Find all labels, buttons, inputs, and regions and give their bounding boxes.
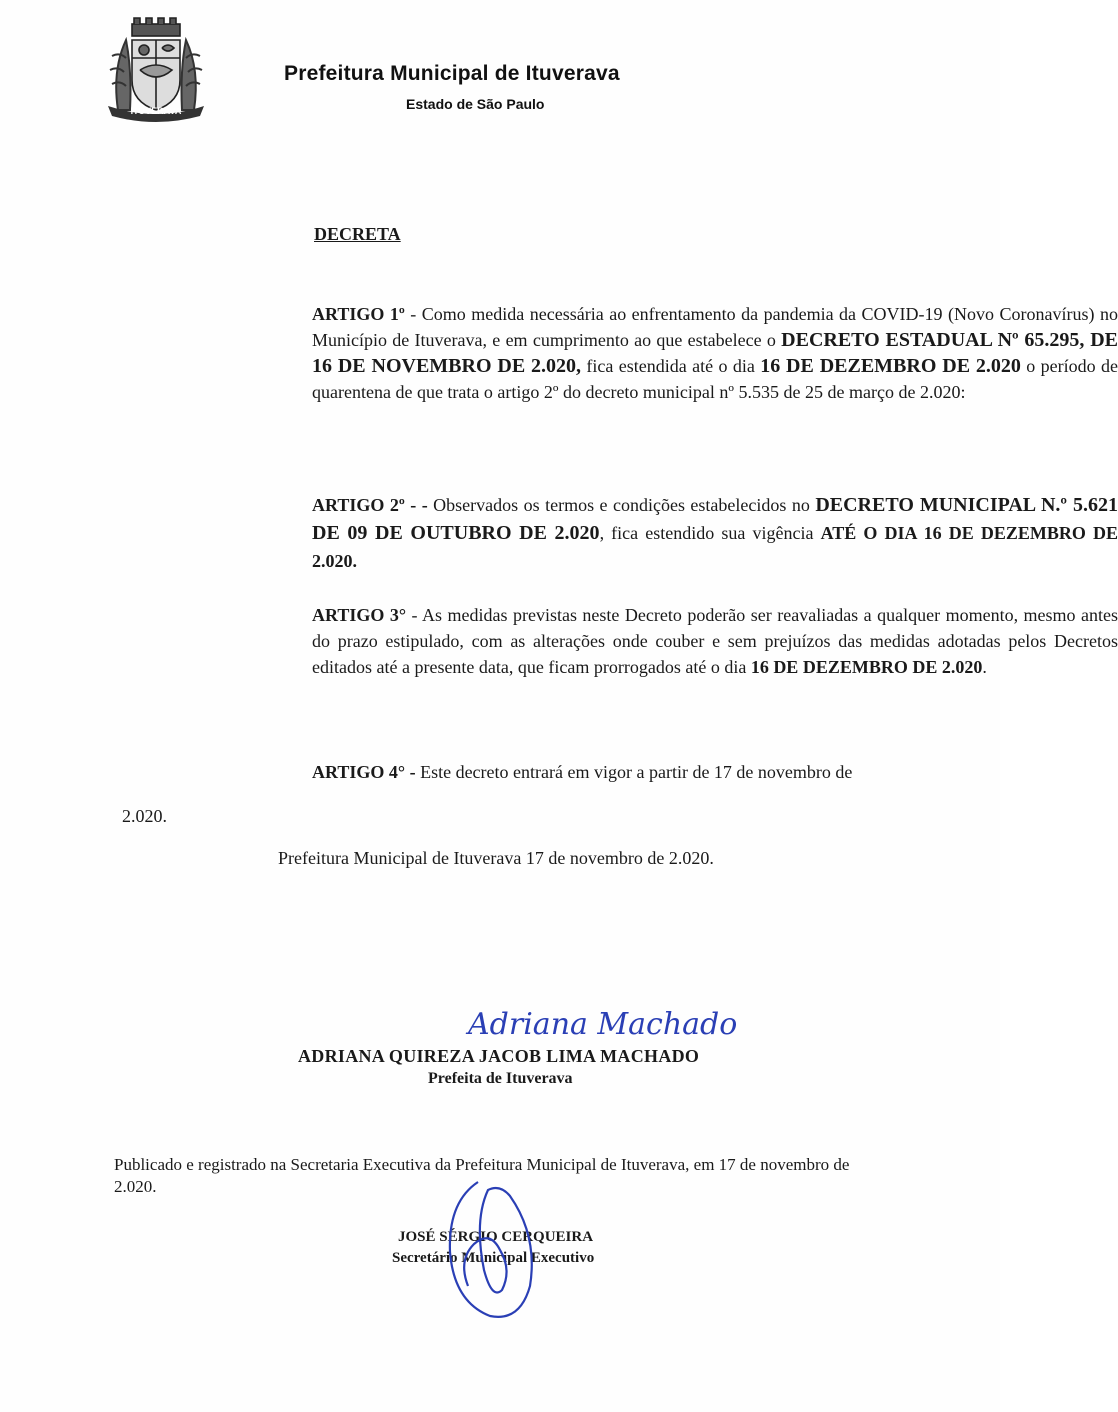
signature-1-icon	[464, 1000, 738, 1050]
signatory-2-name: JOSÉ SÉRGIO CERQUEIRA	[398, 1229, 594, 1245]
artigo-2	[122, 491, 1118, 575]
date-line: Prefeitura Municipal de Ituverava 17 de novembro de 2.020.	[278, 848, 714, 868]
decreta-heading: DECRETA	[314, 224, 401, 244]
artigo-1	[122, 301, 1118, 405]
artigo-2-text-2: , fica estendido sua vigência	[599, 523, 821, 543]
signature-1-text: Adriana Machado	[468, 1007, 738, 1042]
header-subtitle: Estado de São Paulo	[406, 96, 545, 112]
artigo-2-label: ARTIGO 2º - -	[312, 495, 428, 515]
artigo-4	[122, 759, 928, 829]
header-title: Prefeitura Municipal de Ituverava	[284, 62, 620, 85]
artigo-4-label: ARTIGO 4° -	[312, 762, 416, 782]
artigo-1-label: ARTIGO 1º	[312, 304, 405, 324]
artigo-3-label: ARTIGO 3°	[312, 605, 407, 625]
artigo-1-bold-1: DECRETO ESTADUAL Nº 65.295, DE 16 DE NOVEMBRO DE 2.020,	[312, 329, 1118, 377]
artigo-1-text-2: fica estendida até o dia	[581, 356, 761, 376]
artigo-1-text-3: o período de quarentena de que trata o artigo 2º do decreto municipal nº 5.535 de 25 de março de 2.020:	[312, 356, 1118, 402]
artigo-2-text-1: Observados os termos e condições estabelecidos no	[427, 495, 816, 515]
artigo-2-bold-2: ATÉ O DIA 16 DE DEZEMBRO DE 2.020.	[312, 523, 1118, 571]
artigo-1-text-1: - Como medida necessária ao enfrentamento da pandemia da COVID-19 (Novo Coronavírus) no Município de Ituverava, e em cumprimento ao que estabelece o	[312, 304, 1118, 350]
artigo-3-text-1: - As medidas previstas neste Decreto poderão ser reavaliadas a qualquer momento, mesmo antes do prazo estipulado, com as alterações onde couber e sem prejuízos das medidas adotadas pelos Decretos editados até a presente data, que ficam prorrogados até o dia	[312, 605, 1118, 677]
municipal-crest-icon	[100, 14, 212, 126]
signatory-1-name: ADRIANA QUIREZA JACOB LIMA MACHADO	[298, 1046, 700, 1066]
artigo-4-text-2: 2.020.	[122, 806, 167, 826]
signatory-2-role: Secretário Municipal Executivo	[392, 1250, 595, 1266]
artigo-1-bold-2: 16 DE DEZEMBRO DE 2.020	[760, 355, 1021, 377]
artigo-4-text-1: Este decreto entrará em vigor a partir de 17 de novembro de	[415, 762, 853, 782]
crest-label: ITUVERAVA	[130, 106, 182, 116]
signature-2-icon	[438, 1172, 558, 1322]
artigo-3-text-2: .	[982, 657, 987, 677]
signatory-1-role: Prefeita de Ituverava	[428, 1070, 573, 1087]
artigo-3	[122, 602, 1118, 680]
artigo-2-bold-1: DECRETO MUNICIPAL N.º 5.621 DE 09 DE OUTUBRO DE 2.020	[312, 494, 1118, 544]
artigo-3-bold-1: 16 DE DEZEMBRO DE 2.020	[750, 657, 983, 677]
publication-note: Publicado e registrado na Secretaria Executiva da Prefeitura Municipal de Ituverava, em 17 de novembro de 2.020.	[114, 1155, 850, 1196]
